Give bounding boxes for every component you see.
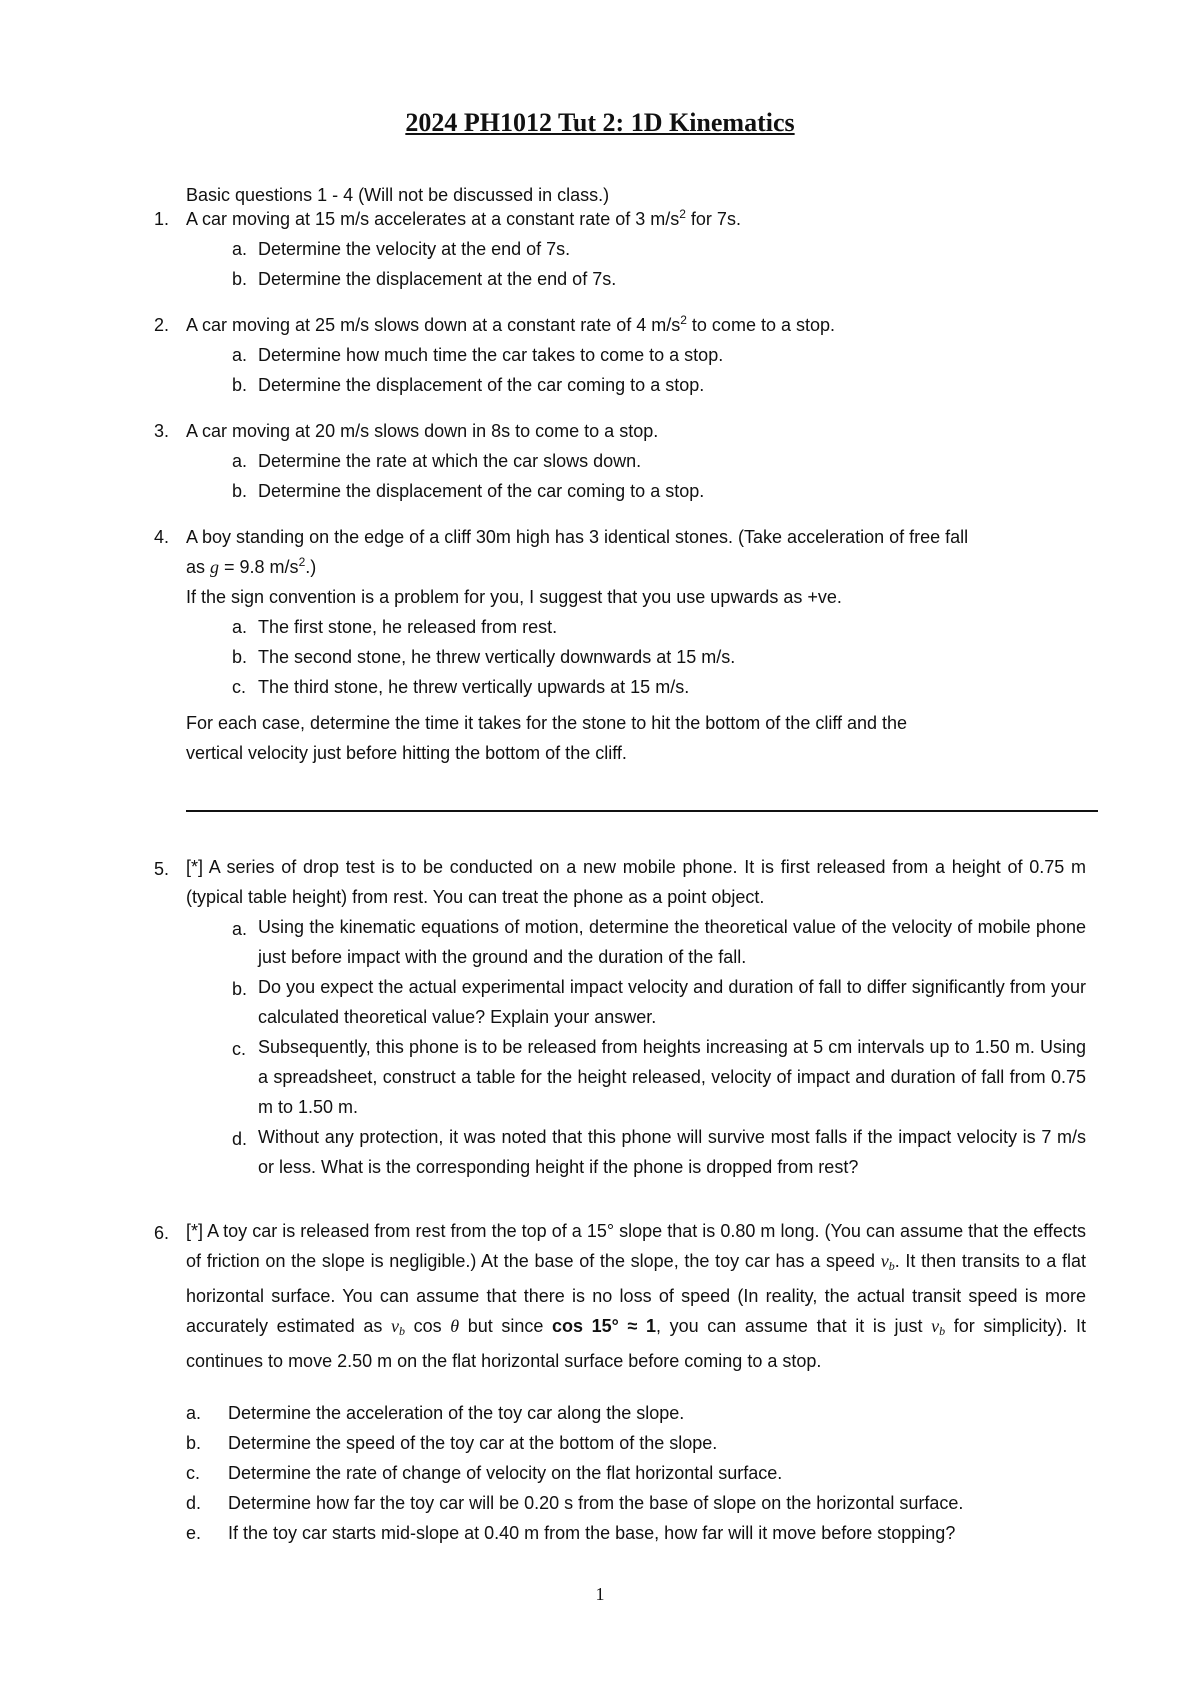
part-label: b.: [232, 481, 248, 501]
question-number: 3.: [154, 421, 170, 441]
part-label: b.: [186, 1433, 202, 1453]
part-text: Determine how much time the car takes to come to a stop.: [258, 345, 724, 365]
part-text: Determine the acceleration of the toy car along the slope.: [228, 1403, 685, 1423]
question-number: 5.: [154, 859, 170, 879]
part-label: a.: [232, 919, 248, 939]
question-text: A car moving at 25 m/s slows down at a constant rate of 4 $m/s^2$ to come to a stop.: [186, 313, 835, 335]
part-text: The first stone, he released from rest.: [258, 617, 558, 637]
part-label: b.: [232, 647, 248, 667]
part-text: Determine how far the toy car will be 0.20 s from the base of slope on the horizontal surface.: [228, 1493, 964, 1513]
part-label: d.: [232, 1129, 248, 1149]
part-label: b.: [232, 269, 248, 289]
part-label: c.: [186, 1463, 201, 1483]
part-label: a.: [232, 345, 248, 365]
part-text: If the toy car starts mid-slope at 0.40 m from the base, how far will it move before stopping?: [228, 1523, 956, 1543]
part-text: Subsequently, this phone is to be released from heights increasing at 5 cm intervals up to 1.50 m. Using a spreadsheet, construct a table for the height released, velocity of impact and duration of fall from 0.75 m to 1.50 m.: [258, 1037, 1086, 1117]
question-text: [*] A series of drop test is to be conducted on a new mobile phone. It is first released from a height of 0.75 m (typical table height) from rest. You can treat the phone as a point object.: [186, 857, 1086, 907]
question-number: 6.: [154, 1223, 170, 1243]
question-number: 4.: [154, 527, 170, 547]
part-label: a.: [186, 1403, 202, 1423]
question-text: A boy standing on the edge of a cliff 30m high has 3 identical stones. (Take acceleration of free fall: [186, 527, 969, 547]
question-text: A car moving at 15 m/s accelerates at a constant rate of 3 $m/s^2$ for 7s.: [186, 207, 741, 229]
part-text: Determine the velocity at the end of 7s.: [258, 239, 571, 259]
part-text: Determine the displacement of the car coming to a stop.: [258, 481, 705, 501]
page-title: 2024 PH1012 Tut 2: 1D Kinematics: [405, 108, 795, 137]
part-text: Do you expect the actual experimental impact velocity and duration of fall to differ significantly from your calculated theoretical value? Explain your answer.: [258, 977, 1086, 1027]
question-closing: For each case, determine the time it takes for the stone to hit the bottom of the cliff and the: [186, 713, 908, 733]
page-number: 1: [595, 1584, 605, 1604]
part-label: b.: [232, 979, 248, 999]
part-label: c.: [232, 1039, 247, 1059]
part-text: Determine the rate at which the car slows down.: [258, 451, 642, 471]
intro-text: Basic questions 1 - 4 (Will not be discussed in class.): [186, 185, 610, 205]
part-text: Without any protection, it was noted that this phone will survive most falls if the impact velocity is 7 m/s or less. What is the corresponding height if the phone is dropped from rest?: [258, 1127, 1086, 1177]
sign-convention-note: If the sign convention is a problem for you, I suggest that you use upwards as +ve.: [186, 587, 842, 607]
question-text: A car moving at 20 m/s slows down in 8s to come to a stop.: [186, 421, 659, 441]
part-text: Using the kinematic equations of motion, determine the theoretical value of the velocity of mobile phone just before impact with the ground and the duration of the fall.: [258, 917, 1086, 967]
section-divider: [186, 810, 1098, 812]
question-closing: vertical velocity just before hitting the bottom of the cliff.: [186, 743, 627, 763]
part-label: a.: [232, 451, 248, 471]
part-label: b.: [232, 375, 248, 395]
part-text: Determine the speed of the toy car at the bottom of the slope.: [228, 1433, 718, 1453]
part-label: a.: [232, 617, 248, 637]
part-text: Determine the displacement of the car coming to a stop.: [258, 375, 705, 395]
part-text: Determine the rate of change of velocity on the flat horizontal surface.: [228, 1463, 783, 1483]
part-label: c.: [232, 677, 247, 697]
part-text: The second stone, he threw vertically downwards at 15 m/s.: [258, 647, 736, 667]
question-number: 2.: [154, 315, 170, 335]
part-text: Determine the displacement at the end of 7s.: [258, 269, 617, 289]
part-text: The third stone, he threw vertically upwards at 15 m/s.: [258, 677, 690, 697]
part-label: e.: [186, 1523, 202, 1543]
question-number: 1.: [154, 209, 170, 229]
question-text: [*] A toy car is released from rest from the top of a 15° slope that is 0.80 m long. (You can assume that the effects of friction on the slope is negligible.) At the base of the slope, the toy car has a speed $v_b$. It then transits to a flat horizontal surface. You can assume that there is no loss of speed (In reality, the actual transit speed is more accurately estimated as $v_b$ cos θ but since cos 15° ≈ 1, you can assume that it is just $v_b$ for simplicity). It continues to move 2.50 m on the flat horizontal surface before coming to a stop.: [186, 1221, 1086, 1371]
part-label: d.: [186, 1493, 202, 1513]
question-text-continued: as g = 9.8 $m/s^2$.): [186, 555, 317, 577]
part-label: a.: [232, 239, 248, 259]
